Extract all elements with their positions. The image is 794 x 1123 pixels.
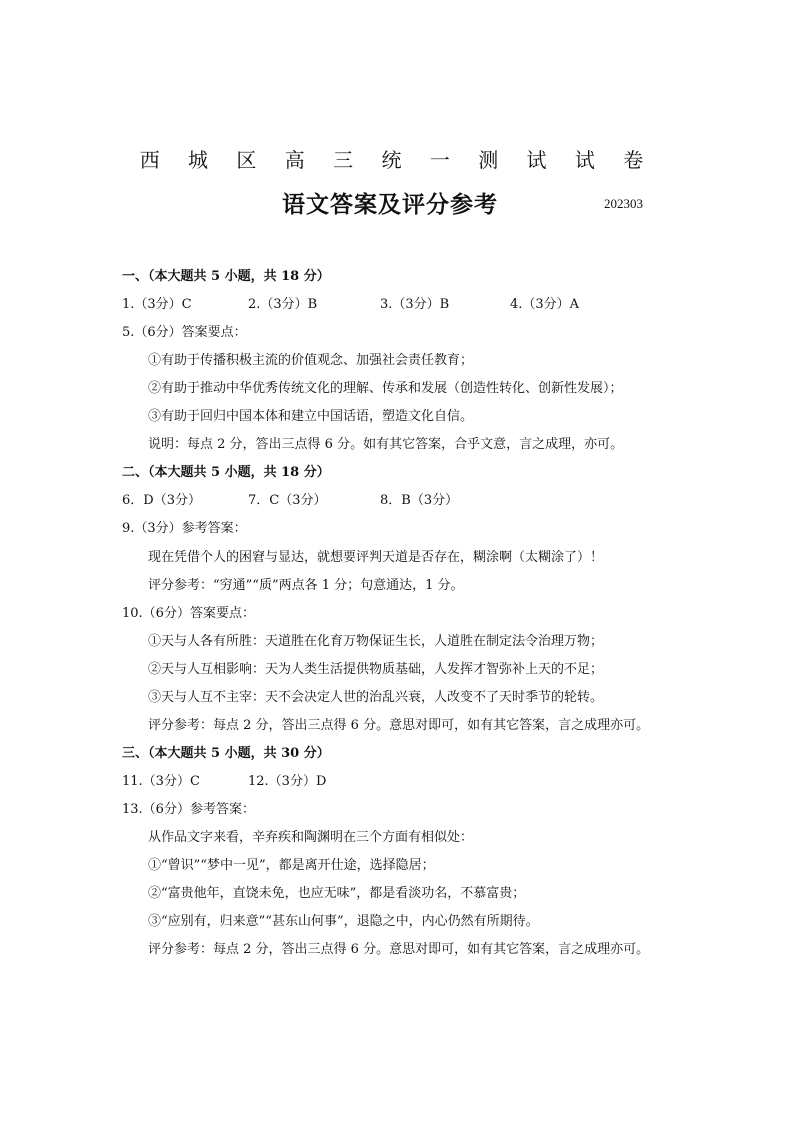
section2-heading: 二、（本大题共 5 小题，共 18 分）: [122, 465, 330, 480]
q13-label: 13.（6分）参考答案：: [122, 802, 255, 817]
q5-point-1: ①有助于传播积极主流的价值观念、加强社会责任教育；: [148, 353, 474, 368]
q13-point-3: ③“应别有，归来意”“甚东山何事”，退隐之中，内心仍然有所期待。: [148, 914, 539, 929]
q13-point-2: ②“富贵他年，直饶未免，也应无味”，都是看淡功名，不慕富贵；: [148, 886, 526, 901]
answer-q6: 6．D（3分）: [122, 493, 201, 508]
exam-title: 西 城 区 高 三 统 一 测 试 试 卷: [139, 148, 655, 172]
q10-point-1: ①天与人各有所胜：天道胜在化育万物保证生长，人道胜在制定法令治理万物；: [148, 634, 604, 649]
q5-note: 说明：每点 2 分，答出三点得 6 分。如有其它答案，合乎文意，言之成理，亦可。: [148, 437, 624, 452]
answer-q11: 11.（3分）C: [122, 774, 200, 789]
answer-q1: 1.（3分）C: [122, 297, 192, 312]
answer-q4: 4.（3分）A: [510, 297, 580, 312]
section1-heading: 一、（本大题共 5 小题，共 18 分）: [122, 269, 330, 284]
q5-point-3: ③有助于回归中国本体和建立中国话语，塑造文化自信。: [148, 409, 474, 424]
q10-point-3: ③天与人互不主宰：天不会决定人世的治乱兴衰，人改变不了天时季节的轮转。: [148, 690, 604, 705]
q13-note: 评分参考：每点 2 分，答出三点得 6 分。意思对即可，如有其它答案，言之成理亦可。: [148, 942, 650, 957]
answer-q3: 3.（3分）B: [380, 297, 450, 312]
q9-label: 9.（3分）参考答案：: [122, 521, 247, 536]
section3-heading: 三、（本大题共 5 小题，共 30 分）: [122, 746, 330, 761]
q13-intro: 从作品文字来看，辛弃疾和陶渊明在三个方面有相似处：: [148, 830, 474, 845]
q13-point-1: ①“曾识”“梦中一见”，都是离开仕途，选择隐居；: [148, 858, 435, 873]
answer-q8: 8．B（3分）: [380, 493, 459, 508]
q5-point-2: ②有助于推动中华优秀传统文化的理解、传承和发展（创造性转化、创新性发展）；: [148, 381, 623, 396]
answer-q7: 7．C（3分）: [248, 493, 327, 508]
q10-label: 10.（6分）答案要点：: [122, 606, 255, 621]
q9-answer: 现在凭借个人的困窘与显达，就想要评判天道是否存在，糊涂啊（太糊涂了）！: [148, 550, 604, 565]
exam-date-code: 202303: [604, 196, 643, 211]
q10-point-2: ②天与人互相影响：天为人类生活提供物质基础，人发挥才智弥补上天的不足；: [148, 662, 604, 677]
answer-q2: 2.（3分）B: [248, 297, 318, 312]
answer-key-title: 语文答案及评分参考: [282, 192, 498, 218]
q5-label: 5.（6分）答案要点：: [122, 325, 247, 340]
q10-note: 评分参考：每点 2 分，答出三点得 6 分。意思对即可，如有其它答案，言之成理亦可。: [148, 718, 650, 733]
q9-note: 评分参考：“穷通”“质”两点各 1 分；句意通达，1 分。: [148, 578, 464, 593]
answer-q12: 12.（3分）D: [248, 774, 327, 789]
